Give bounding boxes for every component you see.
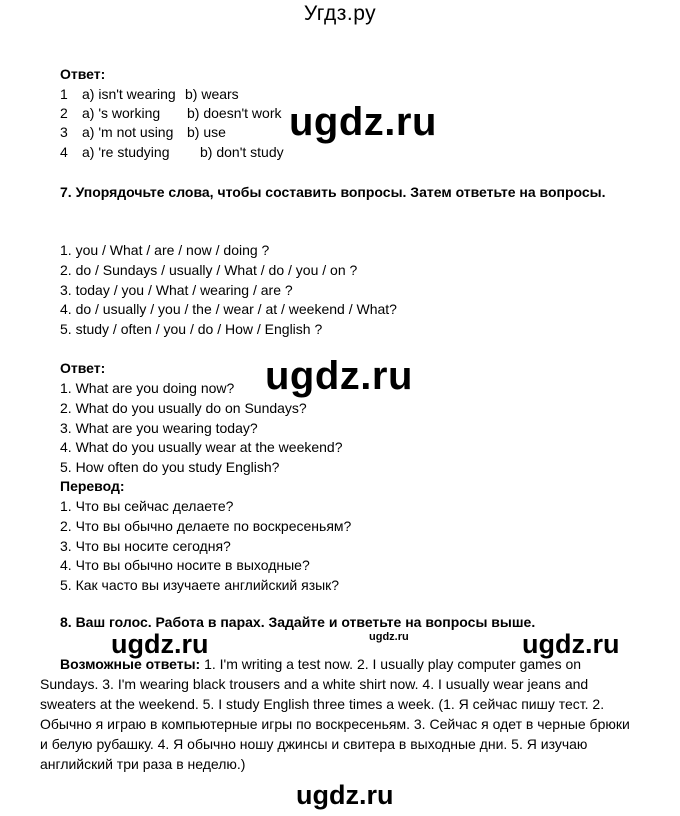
- option-a: a) 's working: [82, 105, 161, 121]
- answer-row: [60, 123, 226, 142]
- site-title: Угдз.ру: [303, 2, 377, 25]
- option-a: a) 'm not using: [82, 124, 174, 140]
- watermark: ugdz.ru: [296, 780, 394, 810]
- answer-row: [60, 85, 239, 104]
- translation-item: 2. Что вы обычно делаете по воскресеньям?: [60, 518, 352, 534]
- row-number: 1: [60, 86, 68, 102]
- answer-item: 1. What are you doing now?: [60, 380, 235, 396]
- answer-item: 3. What are you wearing today?: [60, 420, 258, 436]
- watermark: ugdz.ru: [265, 354, 413, 398]
- task-item: 4. do / usually / you / the / wear / at / weekend / What?: [60, 301, 397, 317]
- possible-answers: [40, 654, 640, 774]
- task-item: 1. you / What / are / now / doing ?: [60, 242, 270, 258]
- task-item: 5. study / often / you / do / How / English ?: [60, 321, 323, 337]
- watermark: ugdz.ru: [289, 100, 437, 144]
- translation-item: 4. Что вы обычно носите в выходные?: [60, 557, 310, 573]
- answer-label: Ответ:: [60, 360, 106, 376]
- row-number: 3: [60, 124, 68, 140]
- translation-item: 1. Что вы сейчас делаете?: [60, 498, 234, 514]
- translation-item: 3. Что вы носите сегодня?: [60, 538, 231, 554]
- option-b: b) doesn't work: [187, 105, 282, 121]
- watermark: ugdz.ru: [522, 629, 620, 659]
- row-number: 4: [60, 144, 68, 160]
- watermark: ugdz.ru: [369, 631, 409, 643]
- task-item: 3. today / you / What / wearing / are ?: [60, 282, 293, 298]
- task-7-title: 7. Упорядочьте слова, чтобы составить вопросы. Затем ответьте на вопросы.: [60, 184, 606, 200]
- option-b: b) don't study: [200, 144, 284, 160]
- possible-answers-label: Возможные ответы:: [60, 656, 201, 672]
- option-a: a) 're studying: [82, 144, 170, 160]
- answer-row: [60, 143, 284, 162]
- answer-label: Ответ:: [60, 66, 106, 82]
- task-item: 2. do / Sundays / usually / What / do / you / on ?: [60, 262, 358, 278]
- row-number: 2: [60, 105, 68, 121]
- option-a: a) isn't wearing: [82, 86, 176, 102]
- answer-item: 5. How often do you study English?: [60, 459, 280, 475]
- answer-row: [60, 104, 282, 123]
- option-b: b) use: [187, 124, 226, 140]
- answer-item: 4. What do you usually wear at the weekend?: [60, 439, 343, 455]
- possible-answers-text: 1. I'm writing a test now. 2. I usually play computer games on Sundays. 3. I'm wearing black trousers and a white shirt now. 4. I usually wear jeans and sweaters at the weekend. 5. I study English three times a week. (1. Я сейчас пишу тест. 2. Обычно я играю в компьютерные игры по воскресеньям. 3. Сейчас я одет в черные брюки и белую рубашку. 4. Я обычно ношу джинсы и свитера в выходные дни. 5. Я изучаю английский три раза в неделю.): [40, 656, 630, 772]
- watermark: ugdz.ru: [111, 629, 209, 659]
- task-8-title: 8. Ваш голос. Работа в парах. Задайте и ответьте на вопросы выше.: [60, 614, 536, 630]
- translation-item: 5. Как часто вы изучаете английский язык?: [60, 577, 340, 593]
- translation-label: Перевод:: [60, 478, 125, 494]
- answer-item: 2. What do you usually do on Sundays?: [60, 400, 307, 416]
- option-b: b) wears: [185, 86, 239, 102]
